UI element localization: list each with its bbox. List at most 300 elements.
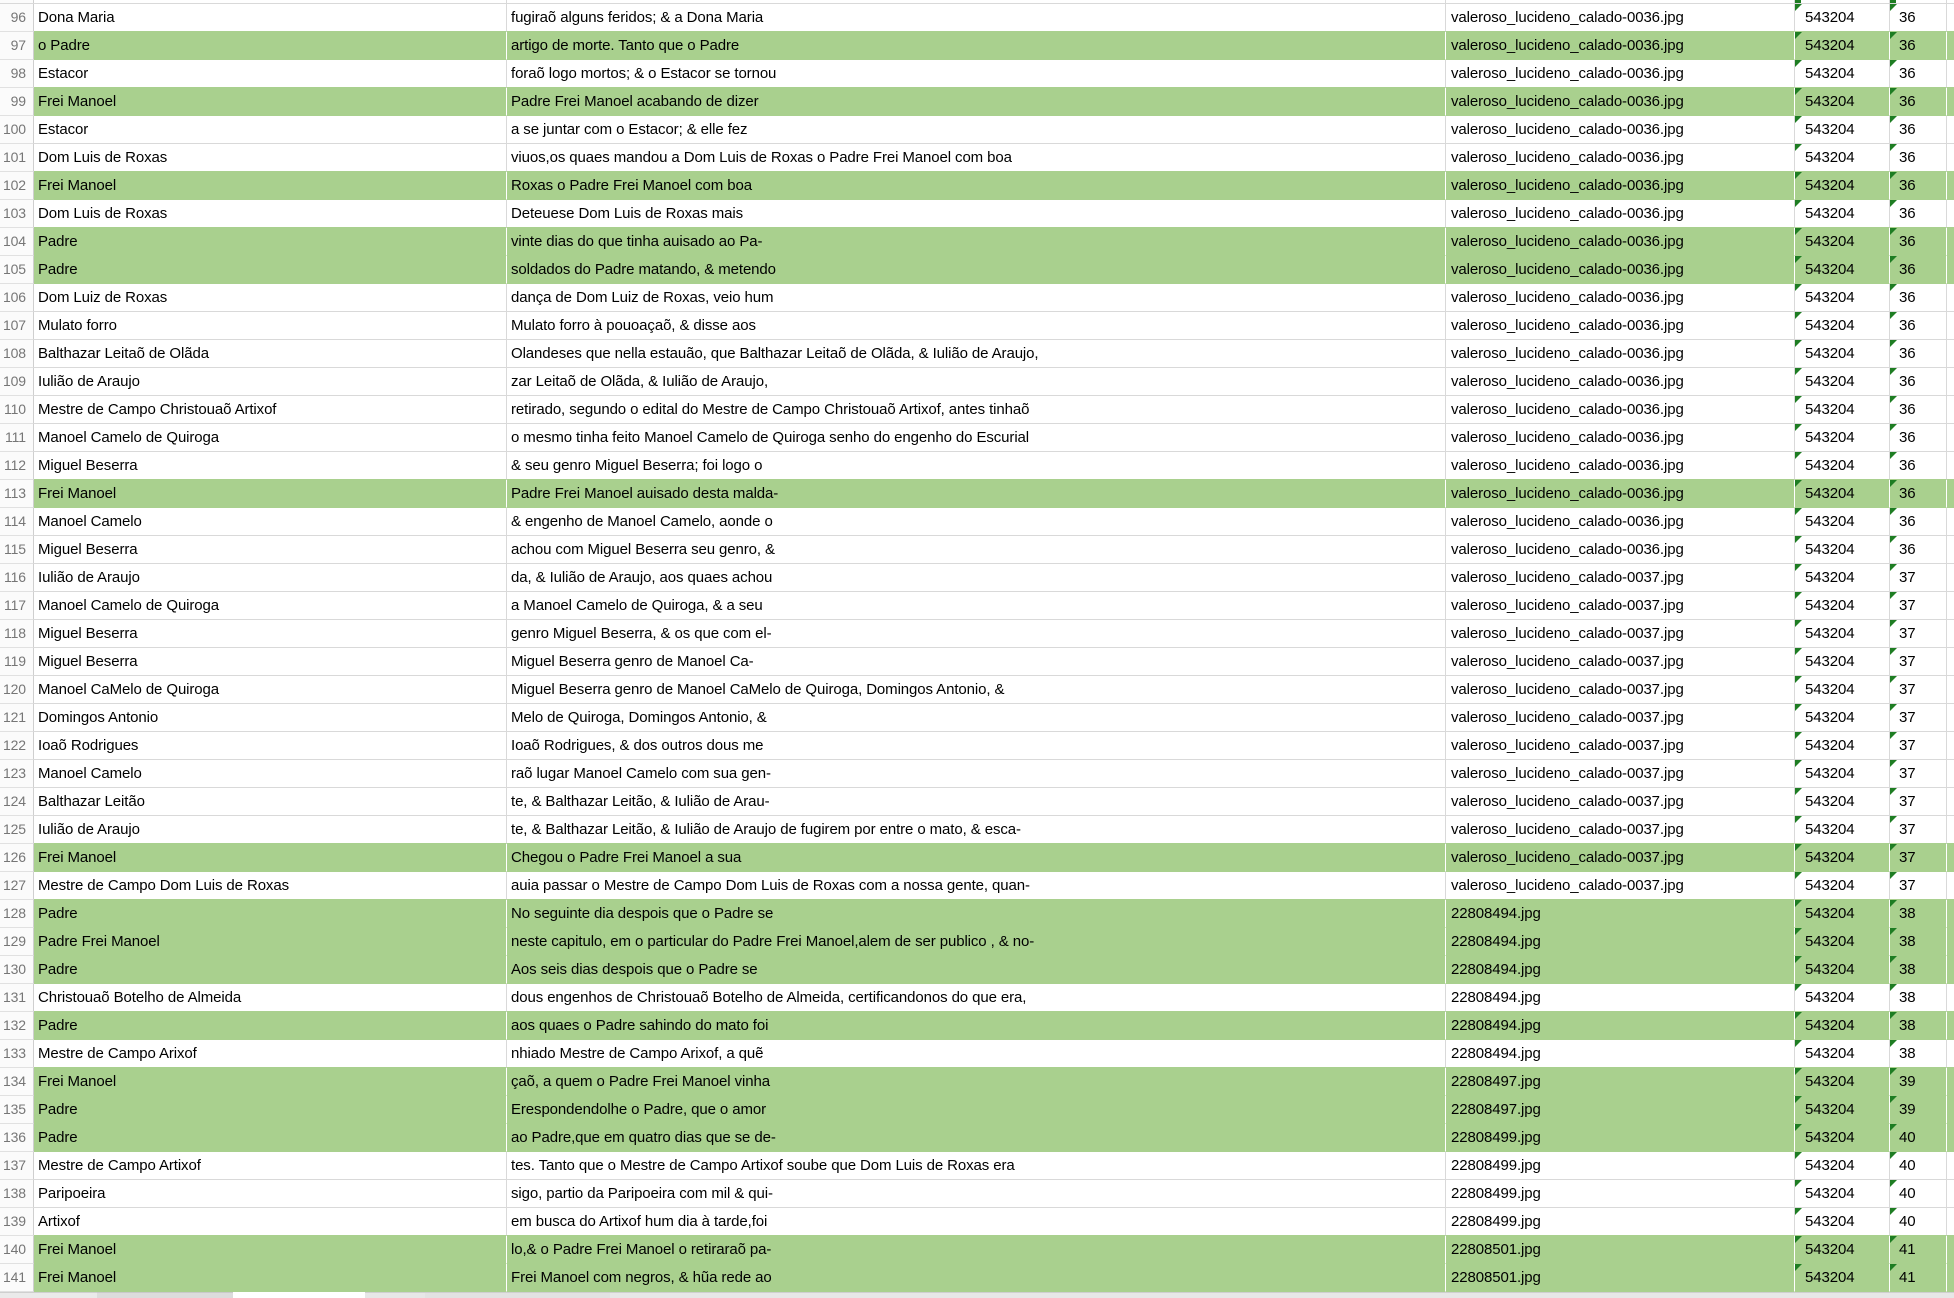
cell-quote[interactable]	[507, 592, 1446, 620]
cell-page[interactable]	[1890, 396, 1947, 424]
row-header[interactable]	[0, 4, 34, 32]
row-header[interactable]	[0, 1124, 34, 1152]
cell-page[interactable]	[1890, 844, 1947, 872]
cell-doc-id[interactable]	[1795, 32, 1890, 60]
cell-name[interactable]	[34, 648, 507, 676]
cell-doc-id[interactable]	[1795, 1012, 1890, 1040]
cell-quote[interactable]	[507, 480, 1446, 508]
cell-filename[interactable]	[1446, 648, 1795, 676]
cell-doc-id[interactable]	[1795, 956, 1890, 984]
row-header[interactable]	[0, 620, 34, 648]
row-header[interactable]	[0, 256, 34, 284]
cell-quote[interactable]	[507, 844, 1446, 872]
cell-spacer[interactable]	[1947, 592, 1954, 620]
cell-name[interactable]	[34, 228, 507, 256]
cell-doc-id[interactable]	[1795, 844, 1890, 872]
row-header[interactable]	[0, 116, 34, 144]
cell-page[interactable]	[1890, 592, 1947, 620]
row-header[interactable]	[0, 844, 34, 872]
row-header[interactable]	[0, 32, 34, 60]
cell-page[interactable]	[1890, 284, 1947, 312]
cell-page[interactable]	[1890, 144, 1947, 172]
row-header[interactable]	[0, 88, 34, 116]
cell-quote[interactable]	[507, 256, 1446, 284]
cell-quote[interactable]	[507, 1040, 1446, 1068]
cell-quote[interactable]	[507, 620, 1446, 648]
cell-quote[interactable]	[507, 1236, 1446, 1264]
cell-page[interactable]	[1890, 1124, 1947, 1152]
cell-spacer[interactable]	[1947, 788, 1954, 816]
cell-doc-id[interactable]	[1795, 732, 1890, 760]
cell-doc-id[interactable]	[1795, 760, 1890, 788]
cell-quote[interactable]	[507, 200, 1446, 228]
cell-quote[interactable]	[507, 4, 1446, 32]
cell-filename[interactable]	[1446, 676, 1795, 704]
cell-name[interactable]	[34, 732, 507, 760]
cell-spacer[interactable]	[1947, 284, 1954, 312]
cell-page[interactable]	[1890, 1180, 1947, 1208]
cell-name[interactable]	[34, 1040, 507, 1068]
cell-doc-id[interactable]	[1795, 928, 1890, 956]
cell-spacer[interactable]	[1947, 200, 1954, 228]
cell-spacer[interactable]	[1947, 480, 1954, 508]
cell-page[interactable]	[1890, 32, 1947, 60]
cell-name[interactable]	[34, 788, 507, 816]
cell-filename[interactable]	[1446, 312, 1795, 340]
cell-doc-id[interactable]	[1795, 508, 1890, 536]
cell-filename[interactable]	[1446, 956, 1795, 984]
cell-quote[interactable]	[507, 648, 1446, 676]
cell-name[interactable]	[34, 844, 507, 872]
cell-doc-id[interactable]	[1795, 900, 1890, 928]
cell-filename[interactable]	[1446, 1180, 1795, 1208]
cell-filename[interactable]	[1446, 1124, 1795, 1152]
cell-doc-id[interactable]	[1795, 1264, 1890, 1292]
cell-spacer[interactable]	[1947, 172, 1954, 200]
cell-filename[interactable]	[1446, 844, 1795, 872]
cell-doc-id[interactable]	[1795, 1236, 1890, 1264]
cell-quote[interactable]	[507, 928, 1446, 956]
cell-quote[interactable]	[507, 1264, 1446, 1292]
cell-spacer[interactable]	[1947, 1152, 1954, 1180]
cell-name[interactable]	[34, 368, 507, 396]
cell-spacer[interactable]	[1947, 1180, 1954, 1208]
cell-name[interactable]	[34, 564, 507, 592]
row-header[interactable]	[0, 1180, 34, 1208]
cell-page[interactable]	[1890, 788, 1947, 816]
cell-name[interactable]	[34, 340, 507, 368]
cell-filename[interactable]	[1446, 172, 1795, 200]
cell-name[interactable]	[34, 984, 507, 1012]
cell-name[interactable]	[34, 676, 507, 704]
cell-page[interactable]	[1890, 872, 1947, 900]
row-header[interactable]	[0, 284, 34, 312]
cell-name[interactable]	[34, 956, 507, 984]
cell-name[interactable]	[34, 1236, 507, 1264]
cell-spacer[interactable]	[1947, 1236, 1954, 1264]
cell-name[interactable]	[34, 900, 507, 928]
cell-filename[interactable]	[1446, 1040, 1795, 1068]
cell-filename[interactable]	[1446, 1012, 1795, 1040]
cell-spacer[interactable]	[1947, 1208, 1954, 1236]
cell-filename[interactable]	[1446, 1208, 1795, 1236]
row-header[interactable]	[0, 956, 34, 984]
cell-page[interactable]	[1890, 88, 1947, 116]
cell-name[interactable]	[34, 536, 507, 564]
cell-spacer[interactable]	[1947, 1012, 1954, 1040]
cell-doc-id[interactable]	[1795, 452, 1890, 480]
row-header[interactable]	[0, 816, 34, 844]
cell-quote[interactable]	[507, 284, 1446, 312]
cell-spacer[interactable]	[1947, 928, 1954, 956]
row-header[interactable]	[0, 60, 34, 88]
cell-doc-id[interactable]	[1795, 872, 1890, 900]
cell-quote[interactable]	[507, 788, 1446, 816]
cell-page[interactable]	[1890, 1096, 1947, 1124]
row-header[interactable]	[0, 312, 34, 340]
row-header[interactable]	[0, 704, 34, 732]
row-header[interactable]	[0, 424, 34, 452]
cell-doc-id[interactable]	[1795, 536, 1890, 564]
cell-quote[interactable]	[507, 1208, 1446, 1236]
cell-name[interactable]	[34, 284, 507, 312]
cell-quote[interactable]	[507, 1012, 1446, 1040]
cell-filename[interactable]	[1446, 144, 1795, 172]
cell-page[interactable]	[1890, 368, 1947, 396]
cell-quote[interactable]	[507, 732, 1446, 760]
cell-quote[interactable]	[507, 900, 1446, 928]
cell-doc-id[interactable]	[1795, 704, 1890, 732]
cell-filename[interactable]	[1446, 592, 1795, 620]
cell-name[interactable]	[34, 760, 507, 788]
cell-doc-id[interactable]	[1795, 1180, 1890, 1208]
cell-spacer[interactable]	[1947, 1068, 1954, 1096]
cell-name[interactable]	[34, 1264, 507, 1292]
cell-name[interactable]	[34, 620, 507, 648]
row-header[interactable]	[0, 1152, 34, 1180]
cell-filename[interactable]	[1446, 1096, 1795, 1124]
cell-name[interactable]	[34, 88, 507, 116]
cell-filename[interactable]	[1446, 704, 1795, 732]
cell-name[interactable]	[34, 1152, 507, 1180]
cell-spacer[interactable]	[1947, 732, 1954, 760]
cell-page[interactable]	[1890, 60, 1947, 88]
cell-filename[interactable]	[1446, 1068, 1795, 1096]
cell-filename[interactable]	[1446, 732, 1795, 760]
cell-page[interactable]	[1890, 340, 1947, 368]
cell-spacer[interactable]	[1947, 452, 1954, 480]
cell-doc-id[interactable]	[1795, 284, 1890, 312]
row-header[interactable]	[0, 1264, 34, 1292]
cell-filename[interactable]	[1446, 1236, 1795, 1264]
cell-spacer[interactable]	[1947, 620, 1954, 648]
cell-spacer[interactable]	[1947, 536, 1954, 564]
cell-page[interactable]	[1890, 1208, 1947, 1236]
cell-filename[interactable]	[1446, 620, 1795, 648]
cell-filename[interactable]	[1446, 396, 1795, 424]
cell-quote[interactable]	[507, 816, 1446, 844]
cell-page[interactable]	[1890, 676, 1947, 704]
cell-page[interactable]	[1890, 704, 1947, 732]
cell-doc-id[interactable]	[1795, 340, 1890, 368]
cell-page[interactable]	[1890, 424, 1947, 452]
cell-spacer[interactable]	[1947, 396, 1954, 424]
cell-quote[interactable]	[507, 340, 1446, 368]
cell-spacer[interactable]	[1947, 340, 1954, 368]
cell-filename[interactable]	[1446, 928, 1795, 956]
row-header[interactable]	[0, 1040, 34, 1068]
row-header[interactable]	[0, 1096, 34, 1124]
cell-quote[interactable]	[507, 424, 1446, 452]
cell-spacer[interactable]	[1947, 648, 1954, 676]
cell-filename[interactable]	[1446, 1152, 1795, 1180]
cell-quote[interactable]	[507, 396, 1446, 424]
cell-quote[interactable]	[507, 88, 1446, 116]
cell-filename[interactable]	[1446, 424, 1795, 452]
cell-page[interactable]	[1890, 1068, 1947, 1096]
cell-quote[interactable]	[507, 676, 1446, 704]
cell-quote[interactable]	[507, 760, 1446, 788]
cell-page[interactable]	[1890, 564, 1947, 592]
cell-quote[interactable]	[507, 1180, 1446, 1208]
cell-page[interactable]	[1890, 312, 1947, 340]
row-header[interactable]	[0, 984, 34, 1012]
cell-filename[interactable]	[1446, 564, 1795, 592]
cell-spacer[interactable]	[1947, 676, 1954, 704]
row-header[interactable]	[0, 368, 34, 396]
cell-spacer[interactable]	[1947, 900, 1954, 928]
cell-quote[interactable]	[507, 1152, 1446, 1180]
cell-quote[interactable]	[507, 956, 1446, 984]
cell-doc-id[interactable]	[1795, 312, 1890, 340]
cell-quote[interactable]	[507, 144, 1446, 172]
cell-doc-id[interactable]	[1795, 88, 1890, 116]
cell-name[interactable]	[34, 1096, 507, 1124]
cell-page[interactable]	[1890, 228, 1947, 256]
cell-quote[interactable]	[507, 452, 1446, 480]
cell-doc-id[interactable]	[1795, 1208, 1890, 1236]
cell-quote[interactable]	[507, 1068, 1446, 1096]
cell-quote[interactable]	[507, 984, 1446, 1012]
cell-quote[interactable]	[507, 172, 1446, 200]
cell-quote[interactable]	[507, 60, 1446, 88]
cell-spacer[interactable]	[1947, 60, 1954, 88]
cell-name[interactable]	[34, 256, 507, 284]
cell-quote[interactable]	[507, 536, 1446, 564]
row-header[interactable]	[0, 144, 34, 172]
cell-doc-id[interactable]	[1795, 256, 1890, 284]
cell-spacer[interactable]	[1947, 1096, 1954, 1124]
cell-quote[interactable]	[507, 1096, 1446, 1124]
cell-name[interactable]	[34, 928, 507, 956]
cell-doc-id[interactable]	[1795, 144, 1890, 172]
cell-doc-id[interactable]	[1795, 424, 1890, 452]
cell-page[interactable]	[1890, 1040, 1947, 1068]
cell-filename[interactable]	[1446, 200, 1795, 228]
cell-quote[interactable]	[507, 32, 1446, 60]
cell-name[interactable]	[34, 592, 507, 620]
row-header[interactable]	[0, 508, 34, 536]
row-header[interactable]	[0, 396, 34, 424]
cell-name[interactable]	[34, 452, 507, 480]
cell-quote[interactable]	[507, 704, 1446, 732]
cell-doc-id[interactable]	[1795, 788, 1890, 816]
cell-quote[interactable]	[507, 312, 1446, 340]
cell-page[interactable]	[1890, 1012, 1947, 1040]
cell-spacer[interactable]	[1947, 228, 1954, 256]
cell-page[interactable]	[1890, 116, 1947, 144]
row-header[interactable]	[0, 648, 34, 676]
row-header[interactable]	[0, 1236, 34, 1264]
cell-spacer[interactable]	[1947, 508, 1954, 536]
cell-spacer[interactable]	[1947, 144, 1954, 172]
cell-spacer[interactable]	[1947, 1264, 1954, 1292]
cell-doc-id[interactable]	[1795, 592, 1890, 620]
row-header[interactable]	[0, 732, 34, 760]
cell-spacer[interactable]	[1947, 116, 1954, 144]
cell-name[interactable]	[34, 144, 507, 172]
cell-filename[interactable]	[1446, 284, 1795, 312]
cell-page[interactable]	[1890, 900, 1947, 928]
cell-name[interactable]	[34, 396, 507, 424]
row-header[interactable]	[0, 228, 34, 256]
cell-page[interactable]	[1890, 928, 1947, 956]
cell-doc-id[interactable]	[1795, 228, 1890, 256]
cell-page[interactable]	[1890, 480, 1947, 508]
cell-page[interactable]	[1890, 200, 1947, 228]
cell-spacer[interactable]	[1947, 704, 1954, 732]
cell-quote[interactable]	[507, 228, 1446, 256]
cell-doc-id[interactable]	[1795, 368, 1890, 396]
cell-page[interactable]	[1890, 1152, 1947, 1180]
cell-filename[interactable]	[1446, 816, 1795, 844]
row-header[interactable]	[0, 1208, 34, 1236]
cell-doc-id[interactable]	[1795, 1096, 1890, 1124]
cell-filename[interactable]	[1446, 872, 1795, 900]
sheet-tab[interactable]	[425, 1292, 610, 1298]
row-header[interactable]	[0, 900, 34, 928]
cell-doc-id[interactable]	[1795, 648, 1890, 676]
cell-spacer[interactable]	[1947, 424, 1954, 452]
row-header[interactable]	[0, 480, 34, 508]
cell-quote[interactable]	[507, 1124, 1446, 1152]
cell-quote[interactable]	[507, 116, 1446, 144]
row-header[interactable]	[0, 536, 34, 564]
cell-filename[interactable]	[1446, 760, 1795, 788]
cell-page[interactable]	[1890, 760, 1947, 788]
cell-filename[interactable]	[1446, 480, 1795, 508]
cell-spacer[interactable]	[1947, 760, 1954, 788]
cell-name[interactable]	[34, 1068, 507, 1096]
cell-doc-id[interactable]	[1795, 1040, 1890, 1068]
cell-spacer[interactable]	[1947, 256, 1954, 284]
cell-page[interactable]	[1890, 172, 1947, 200]
cell-spacer[interactable]	[1947, 564, 1954, 592]
cell-filename[interactable]	[1446, 4, 1795, 32]
cell-spacer[interactable]	[1947, 1124, 1954, 1152]
cell-name[interactable]	[34, 508, 507, 536]
cell-filename[interactable]	[1446, 116, 1795, 144]
cell-page[interactable]	[1890, 536, 1947, 564]
row-header[interactable]	[0, 788, 34, 816]
cell-name[interactable]	[34, 4, 507, 32]
cell-spacer[interactable]	[1947, 1040, 1954, 1068]
row-header[interactable]	[0, 200, 34, 228]
cell-filename[interactable]	[1446, 256, 1795, 284]
cell-name[interactable]	[34, 1012, 507, 1040]
cell-quote[interactable]	[507, 508, 1446, 536]
cell-doc-id[interactable]	[1795, 172, 1890, 200]
cell-doc-id[interactable]	[1795, 4, 1890, 32]
cell-filename[interactable]	[1446, 1264, 1795, 1292]
cell-page[interactable]	[1890, 452, 1947, 480]
cell-filename[interactable]	[1446, 60, 1795, 88]
cell-filename[interactable]	[1446, 508, 1795, 536]
cell-doc-id[interactable]	[1795, 676, 1890, 704]
cell-name[interactable]	[34, 200, 507, 228]
cell-filename[interactable]	[1446, 88, 1795, 116]
cell-name[interactable]	[34, 172, 507, 200]
cell-doc-id[interactable]	[1795, 1124, 1890, 1152]
row-header[interactable]	[0, 564, 34, 592]
cell-doc-id[interactable]	[1795, 816, 1890, 844]
cell-filename[interactable]	[1446, 900, 1795, 928]
cell-name[interactable]	[34, 60, 507, 88]
cell-name[interactable]	[34, 1208, 507, 1236]
row-header[interactable]	[0, 1068, 34, 1096]
cell-doc-id[interactable]	[1795, 984, 1890, 1012]
cell-filename[interactable]	[1446, 32, 1795, 60]
cell-name[interactable]	[34, 704, 507, 732]
cell-filename[interactable]	[1446, 228, 1795, 256]
row-header[interactable]	[0, 760, 34, 788]
cell-filename[interactable]	[1446, 452, 1795, 480]
cell-page[interactable]	[1890, 508, 1947, 536]
cell-spacer[interactable]	[1947, 872, 1954, 900]
cell-spacer[interactable]	[1947, 4, 1954, 32]
cell-doc-id[interactable]	[1795, 396, 1890, 424]
cell-page[interactable]	[1890, 4, 1947, 32]
cell-doc-id[interactable]	[1795, 620, 1890, 648]
cell-spacer[interactable]	[1947, 312, 1954, 340]
cell-page[interactable]	[1890, 956, 1947, 984]
cell-filename[interactable]	[1446, 788, 1795, 816]
row-header[interactable]	[0, 928, 34, 956]
cell-doc-id[interactable]	[1795, 200, 1890, 228]
row-header[interactable]	[0, 1012, 34, 1040]
row-header[interactable]	[0, 340, 34, 368]
cell-name[interactable]	[34, 1124, 507, 1152]
cell-spacer[interactable]	[1947, 88, 1954, 116]
row-header[interactable]	[0, 872, 34, 900]
cell-name[interactable]	[34, 1180, 507, 1208]
cell-page[interactable]	[1890, 816, 1947, 844]
cell-page[interactable]	[1890, 256, 1947, 284]
cell-filename[interactable]	[1446, 368, 1795, 396]
row-header[interactable]	[0, 172, 34, 200]
cell-quote[interactable]	[507, 564, 1446, 592]
sheet-tab[interactable]	[97, 1292, 233, 1298]
cell-page[interactable]	[1890, 732, 1947, 760]
cell-page[interactable]	[1890, 1264, 1947, 1292]
cell-name[interactable]	[34, 480, 507, 508]
cell-spacer[interactable]	[1947, 368, 1954, 396]
row-header[interactable]	[0, 592, 34, 620]
cell-name[interactable]	[34, 872, 507, 900]
cell-name[interactable]	[34, 424, 507, 452]
cell-name[interactable]	[34, 116, 507, 144]
cell-quote[interactable]	[507, 368, 1446, 396]
